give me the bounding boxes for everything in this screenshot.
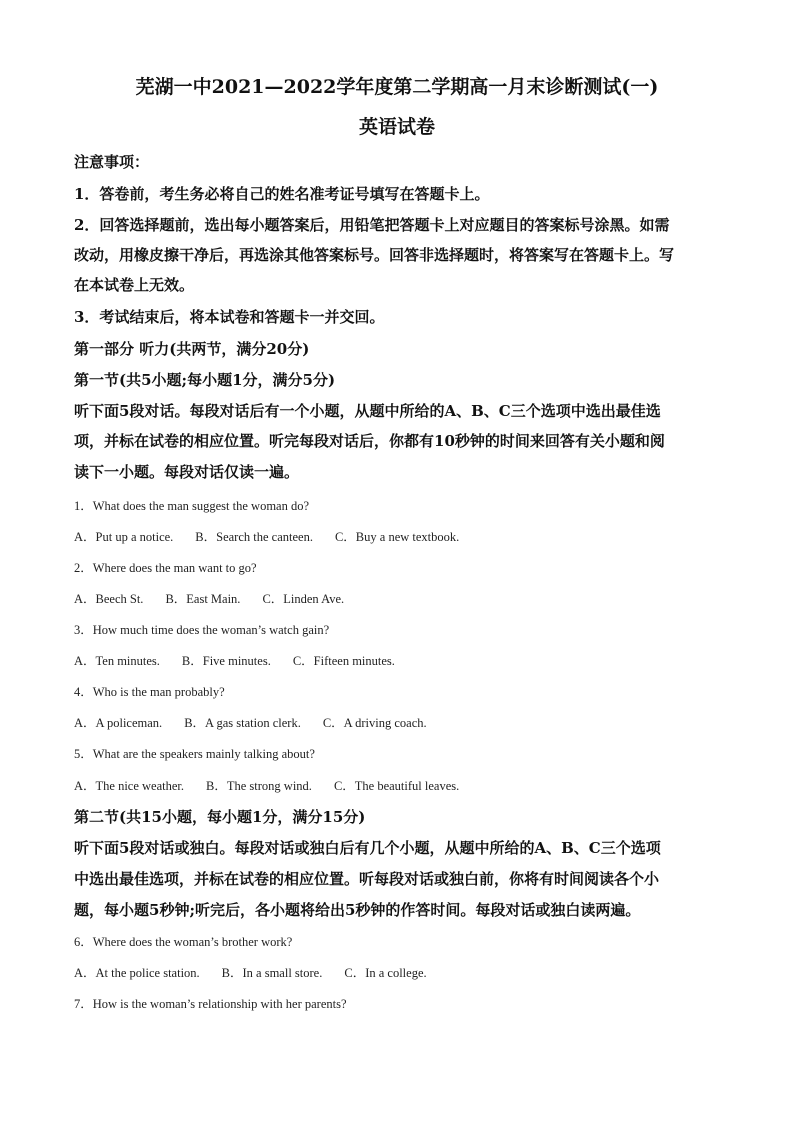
option-c: C．The beautiful leaves. <box>333 779 460 793</box>
option-c: C．A driving coach. <box>322 716 427 730</box>
notice-item-2-line-3: 在本试卷上无效。 <box>74 276 195 294</box>
option-a: A．A policeman. <box>74 716 163 730</box>
question-2: 2．Where does the man want to go? <box>74 561 257 575</box>
question-6-options <box>74 963 449 981</box>
question-3-options <box>74 651 417 669</box>
option-a: A．Put up a notice. <box>74 530 174 544</box>
question-2-options <box>74 589 366 607</box>
question-4-options <box>74 713 449 731</box>
option-a: A．Ten minutes. <box>74 654 160 668</box>
question-5-options <box>74 776 481 794</box>
option-c: C．Linden Ave. <box>262 592 345 606</box>
option-c: C．Buy a new textbook. <box>334 530 460 544</box>
section-1-instruction-line-3: 读下一小题。每段对话仅读一遍。 <box>74 463 300 481</box>
notice-item-2-line-2: 改动，用橡皮擦干净后，再选涂其他答案标号。回答非选择题时，将答案写在答题卡上。写 <box>74 246 675 264</box>
option-b: B．A gas station clerk. <box>184 716 301 730</box>
question-4: 4．Who is the man probably? <box>74 685 225 699</box>
option-b: B．East Main. <box>165 592 241 606</box>
question-3: 3．How much time does the woman’s watch gain? <box>74 623 330 637</box>
notice-item-3: 3．考试结束后，将本试卷和答题卡一并交回。 <box>74 308 385 326</box>
section-1-instruction-line-2: 项，并标在试卷的相应位置。听完每段对话后，你都有10秒钟的时间来回答有关小题和阅 <box>74 432 665 450</box>
option-b: B．The strong wind. <box>206 779 312 793</box>
section-2-instruction-line-2: 中选出最佳选项，并标在试卷的相应位置。听每段对话或独白前，你将有时间阅读各个小 <box>74 870 660 888</box>
option-a: A．Beech St. <box>74 592 144 606</box>
question-1: 1．What does the man suggest the woman do? <box>74 499 310 513</box>
notice-item-1: 1．答卷前，考生务必将自己的姓名准考证号填写在答题卡上。 <box>74 185 490 203</box>
exam-subtitle: 英语试卷 <box>358 116 435 138</box>
notice-item-2-line-1: 2．回答选择题前，选出每小题答案后，用铅笔把答题卡上对应题目的答案标号涂黑。如需 <box>74 216 670 234</box>
notice-heading: 注意事项： <box>74 153 150 171</box>
option-b: B．Search the canteen. <box>195 530 313 544</box>
option-a: A．The nice weather. <box>74 779 185 793</box>
section-1-instruction-line-1: 听下面5段对话。每段对话后有一个小题，从题中所给的A、B、C三个选项中选出最佳选 <box>74 402 661 420</box>
option-b: B．Five minutes. <box>181 654 271 668</box>
part-1-heading: 第一部分 听力(共两节，满分20分) <box>74 340 310 358</box>
section-2-instruction-line-1: 听下面5段对话或独白。每段对话或独白后有几个小题，从题中所给的A、B、C三个选项 <box>74 839 661 857</box>
question-1-options <box>74 527 481 545</box>
section-1-heading: 第一节(共5小题;每小题1分，满分5分) <box>74 371 336 389</box>
exam-title: 芜湖一中2021—2022学年度第二学期高一月末诊断测试(一) <box>135 76 659 98</box>
question-5: 5．What are the speakers mainly talking about? <box>74 747 315 761</box>
section-2-instruction-line-3: 题，每小题5秒钟;听完后，各小题将给出5秒钟的作答时间。每段对话或独白读两遍。 <box>74 901 641 919</box>
option-b: B．In a small store. <box>221 966 323 980</box>
option-c: C．Fifteen minutes. <box>292 654 395 668</box>
option-c: C．In a college. <box>344 966 427 980</box>
question-6: 6．Where does the woman’s brother work? <box>74 935 293 949</box>
section-2-heading: 第二节(共15小题，每小题1分，满分15分) <box>74 808 366 826</box>
question-7: 7．How is the woman’s relationship with her parents? <box>74 997 347 1011</box>
option-a: A．At the police station. <box>74 966 200 980</box>
